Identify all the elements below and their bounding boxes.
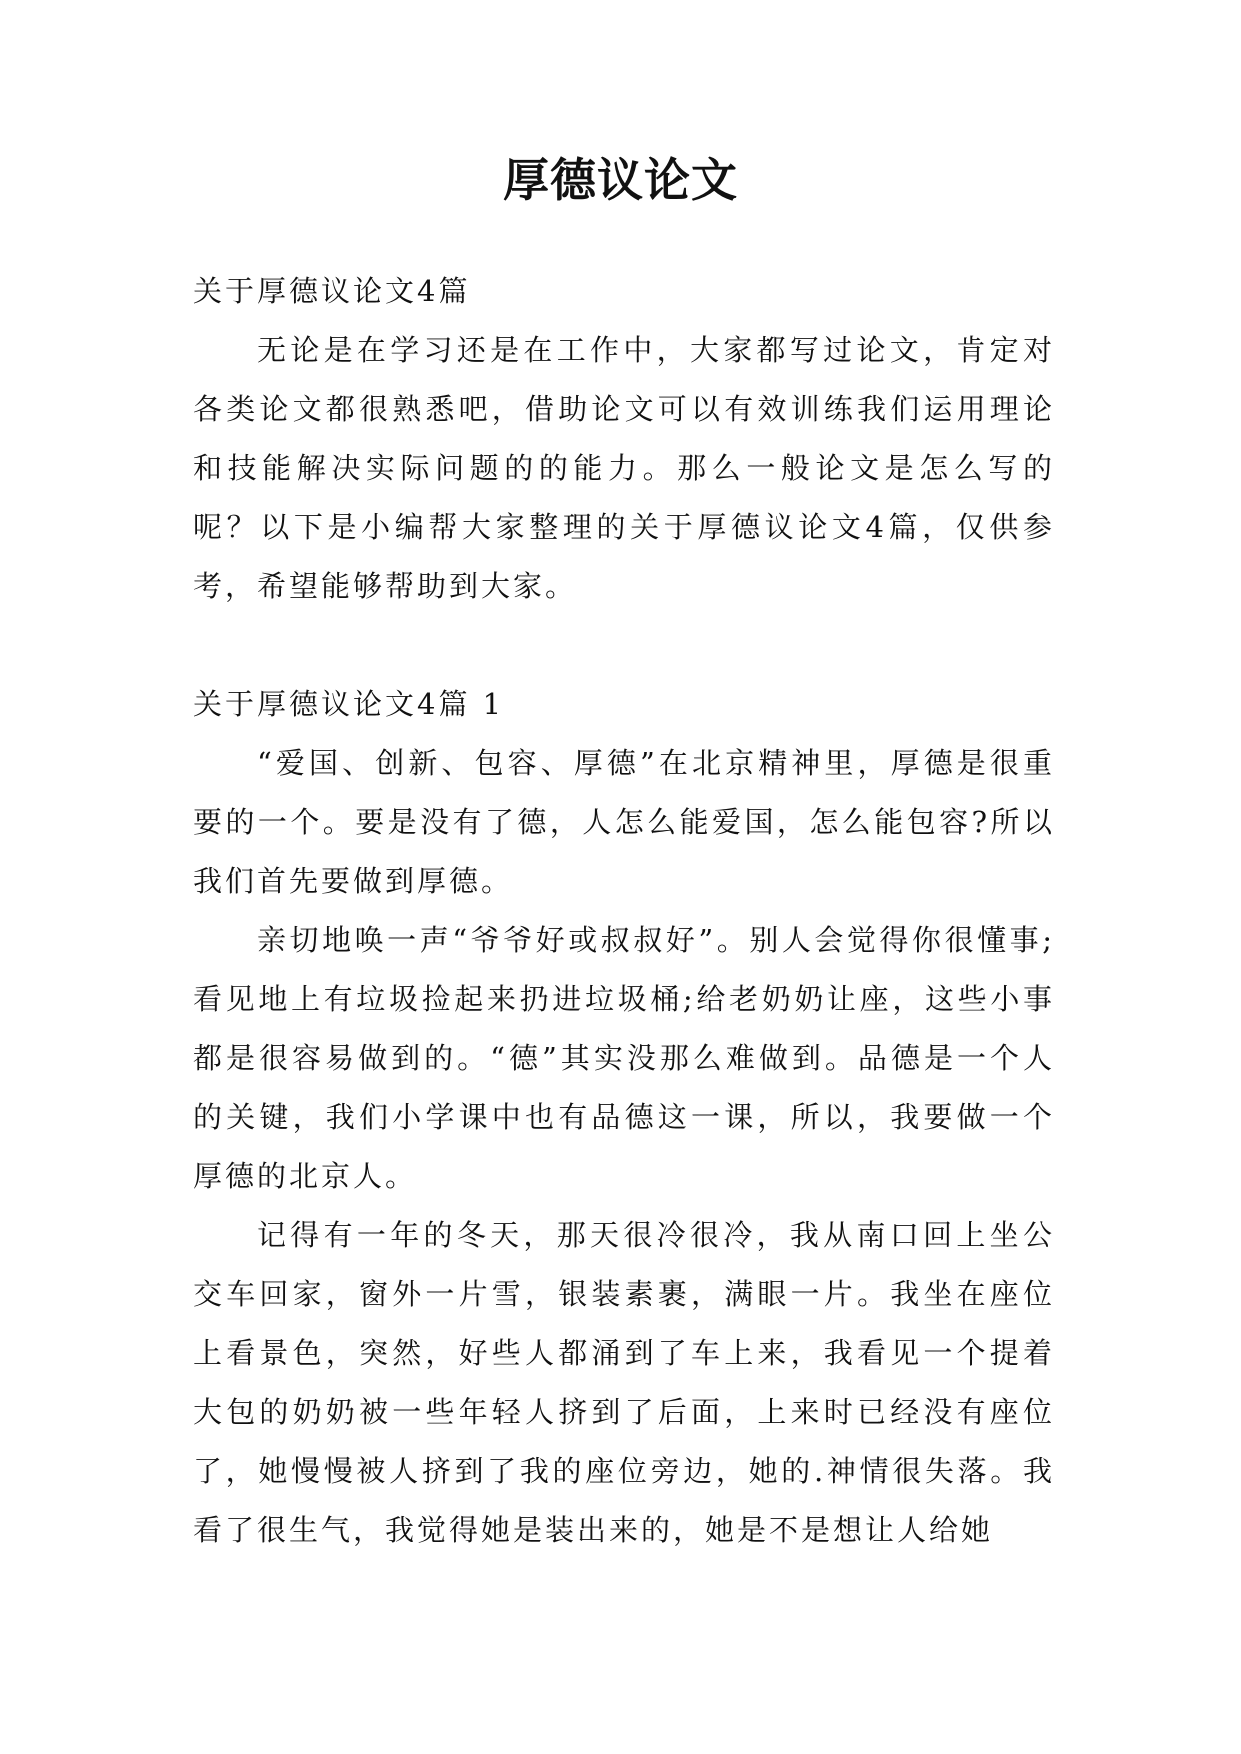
- section-1-paragraph-2: 亲切地唤一声“爷爷好或叔叔好”。别人会觉得你很懂事;看见地上有垃圾捡起来扔进垃圾桶;给老奶奶让座，这些小事都是很容易做到的。“德”其实没那么难做到。品德是一个人的关键，我们小学课中也有品德这一课，所以，我要做一个厚德的北京人。: [193, 923, 1055, 1193]
- section-spacer: [193, 616, 1055, 675]
- intro-paragraph: 无论是在学习还是在工作中，大家都写过论文，肯定对各类论文都很熟悉吧，借助论文可以有效训练我们运用理论和技能解决实际问题的的能力。那么一般论文是怎么写的呢？以下是小编帮大家整理的关于厚德议论文4篇，仅供参考，希望能够帮助到大家。: [193, 333, 1055, 603]
- section-1-paragraph-1: “爱国、创新、包容、厚德”在北京精神里，厚德是很重要的一个。要是没有了德，人怎么能爱国，怎么能包容?所以我们首先要做到厚德。: [193, 746, 1055, 898]
- document-title: 厚德议论文: [503, 153, 738, 207]
- intro-heading: 关于厚德议论文4篇: [193, 274, 471, 308]
- section-1-paragraph-3: 记得有一年的冬天，那天很冷很冷，我从南口回上坐公交车回家，窗外一片雪，银装素裹，满眼一片。我坐在座位上看景色，突然，好些人都涌到了车上来，我看见一个提着大包的奶奶被一些年轻人挤到了后面，上来时已经没有座位了，她慢慢被人挤到了我的座位旁边，她的.神情很失落。我看了很生气，我觉得她是装出来的，她是不是想让人给她: [193, 1218, 1055, 1547]
- section-1-heading: 关于厚德议论文4篇 1: [193, 687, 505, 721]
- document-body: [193, 262, 1055, 1560]
